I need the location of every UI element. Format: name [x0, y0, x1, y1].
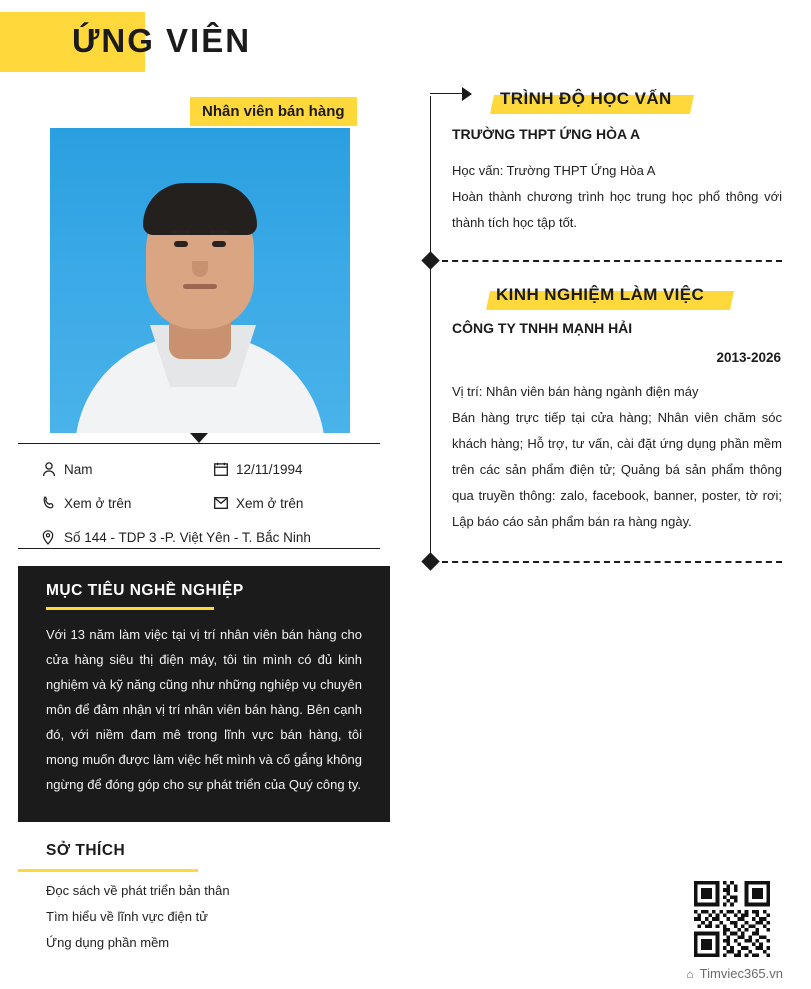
timeline-diamond-icon: [421, 251, 439, 269]
calendar-icon: [214, 462, 236, 476]
career-objective-title: MỤC TIÊU NGHỀ NGHIỆP: [46, 582, 244, 599]
hobbies-list: [46, 878, 366, 956]
education-title: [492, 89, 680, 109]
experience-title-text: KINH NGHIỆM LÀM VIỆC: [496, 285, 705, 304]
qr-code: [694, 881, 770, 957]
page-title: ỨNG VIÊN: [72, 22, 252, 59]
experience-line-2: Bán hàng trực tiếp tại cửa hàng; Nhân viên chăm sóc khách hàng; Hỗ trợ, tư vấn, cài đặt ứng dụng phần mềm trên các sản phẩm điện tử; Quảng bá sản phẩm thông qua truyền thông: zalo, facebook, banner, poster, tờ rơi; Lập báo cáo sản phẩm bán ra hàng ngày.: [452, 410, 782, 529]
photo-pointer-icon: [190, 433, 208, 443]
divider-top: [18, 443, 380, 444]
timeline-arrow-head-icon: [462, 87, 472, 101]
list-item: Tìm hiểu về lĩnh vực điện tử: [46, 909, 208, 924]
section-divider-dashed: [442, 561, 782, 563]
education-title-text: TRÌNH ĐỘ HỌC VẤN: [500, 89, 672, 108]
hobbies-title: SỞ THÍCH: [46, 842, 126, 859]
experience-date-range: 2013-2026: [716, 350, 781, 365]
list-item: Ứng dụng phần mềm: [46, 935, 170, 950]
address-value: Số 144 - TDP 3 -P. Việt Yên - T. Bắc Ninh: [64, 529, 311, 545]
career-objective-underline: [46, 607, 214, 610]
logo-icon: ⌂: [686, 966, 694, 981]
contact-row: [42, 486, 392, 520]
contact-row: [42, 520, 392, 554]
hobbies-underline: [18, 869, 198, 872]
location-icon: [42, 530, 64, 545]
phone-icon: [42, 496, 64, 510]
section-divider-dashed: [442, 260, 782, 262]
contact-row: [42, 452, 392, 486]
email-value: Xem ở trên: [236, 495, 304, 511]
person-icon: [42, 462, 64, 477]
education-line-1: Học vấn: Trường THPT Ứng Hòa A: [452, 163, 656, 178]
timeline-diamond-icon: [421, 552, 439, 570]
contact-info-list: [42, 452, 392, 554]
career-objective-section: [18, 566, 390, 822]
gender-value: Nam: [64, 461, 93, 477]
education-line-2: Hoàn thành chương trình học trung học phổ thông với thành tích học tập tốt.: [452, 189, 782, 230]
experience-title: [488, 285, 712, 305]
mail-icon: [214, 497, 236, 509]
education-school: TRƯỜNG THPT ỨNG HÒA A: [452, 126, 641, 142]
timeline-line: [430, 96, 431, 568]
footer-brand-text: Timviec365.vn: [699, 966, 783, 981]
experience-line-1: Vị trí: Nhân viên bán hàng ngành điện máy: [452, 384, 699, 399]
job-title-badge: Nhân viên bán hàng: [190, 97, 357, 126]
career-objective-text: Với 13 năm làm việc tại vị trí nhân viên bán hàng cho cửa hàng siêu thị điện máy, tôi tin mình có đủ kinh nghiệm và kỹ năng cũng như những nghiệp vụ chuyên môn để đảm nhận vị trí nhân viên bán hàng. Bên cạnh đó, với niềm đam mê trong lĩnh vực bán hàng, tôi mong muốn được làm việc hết mình và cố gắng không ngừng để đóng góp cho sự phát triển của Quý công ty.: [46, 627, 362, 792]
list-item: Đọc sách về phát triển bản thân: [46, 883, 230, 898]
candidate-photo: [50, 128, 350, 433]
footer-brand: [686, 966, 783, 981]
birthdate-value: 12/11/1994: [236, 461, 303, 477]
experience-company: CÔNG TY TNHH MẠNH HẢI: [452, 320, 633, 336]
phone-value: Xem ở trên: [64, 495, 132, 511]
